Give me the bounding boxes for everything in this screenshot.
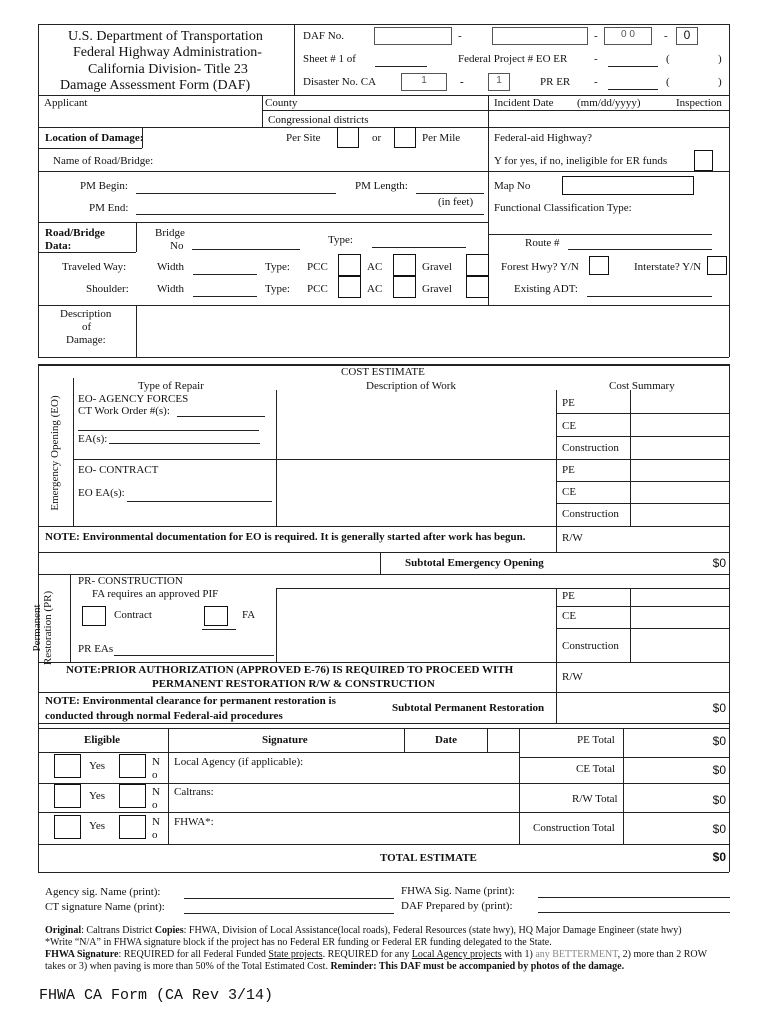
caltrans-yes-checkbox[interactable] (54, 784, 81, 808)
subtotal-eo-value: $0 (712, 556, 726, 570)
caltrans-label: Caltrans: (174, 786, 214, 798)
road-bridge-data-label-1: Road/Bridge (45, 227, 105, 239)
date-format-label: (mm/dd/yyyy) (577, 97, 641, 109)
note-prior-1: NOTE:PRIOR AUTHORIZATION (APPROVED E-76) IS REQUIRED TO PROCEED WITH (66, 664, 514, 676)
shoulder-label: Shoulder: (86, 283, 129, 295)
ce-total-value: $0 (712, 763, 726, 777)
subtotal-pr-label: Subtotal Permanent Restoration (392, 702, 545, 714)
daf-prepared-field[interactable] (538, 912, 730, 913)
shoulder-type-label: Type: (265, 283, 290, 295)
road-bridge-data-label-2: Data: (45, 240, 72, 252)
fhwa-sig-note (45, 949, 707, 961)
existing-adt-field[interactable] (587, 296, 712, 297)
pe-total-value: $0 (712, 734, 726, 748)
federal-aid-highway-label: Federal-aid Highway? (494, 132, 593, 144)
copies-label: Copies (154, 925, 184, 936)
daf-dash-2: - (594, 30, 598, 42)
total-estimate-label: TOTAL ESTIMATE (380, 852, 477, 864)
traveled-pcc-checkbox[interactable] (338, 254, 361, 276)
fhwa-yes-label: Yes (89, 820, 106, 832)
sheet-total-line[interactable] (375, 66, 427, 67)
disaster-dash: - (460, 76, 464, 88)
agency-sig-label: Agency sig. Name (print): (45, 886, 161, 898)
interstate-label: Interstate? Y/N (634, 261, 702, 273)
daf-dash-1: - (458, 30, 462, 42)
caltrans-no-o: o (152, 799, 158, 811)
per-mile-label: Per Mile (422, 132, 461, 144)
fhwa-label: FHWA*: (174, 816, 214, 828)
title-line-2: Federal Highway Administration- (73, 45, 262, 60)
per-site-label: Per Site (286, 132, 321, 144)
pr-eas-label: PR EAs (78, 643, 114, 655)
daf-prepared-label: DAF Prepared by (print): (401, 900, 513, 912)
title-line-3: California Division- Title 23 (88, 62, 248, 77)
in-feet-label: (in feet) (438, 196, 474, 208)
traveled-width-field[interactable] (193, 274, 257, 275)
caltrans-no-checkbox[interactable] (119, 784, 146, 808)
local-no-o: o (152, 769, 158, 781)
date-header: Date (435, 734, 457, 746)
rw-total-label: R/W Total (572, 793, 618, 805)
forest-hwy-checkbox[interactable] (589, 256, 609, 275)
pr-er-paren-close: ) (718, 76, 722, 88)
pr-er-paren-open: ( (666, 76, 670, 88)
paving-note: takes or 3) when paving is more than 50% of the Total Estimated Cost. (45, 961, 331, 972)
pm-begin-field[interactable] (136, 193, 336, 194)
reminder-line (45, 961, 624, 973)
eo-eas-field[interactable] (127, 501, 272, 502)
caltrans-yes-label: Yes (89, 790, 106, 802)
existing-adt-label: Existing ADT: (514, 283, 578, 295)
description-label-2: of (82, 321, 92, 333)
pr-er-line[interactable] (608, 89, 658, 90)
signature-header: Signature (262, 734, 308, 746)
daf-no-field-2[interactable] (492, 27, 588, 45)
bridge-no-field[interactable] (192, 249, 300, 250)
shoulder-pcc-label: PCC (307, 283, 328, 295)
description-label-1: Description (60, 308, 112, 320)
traveled-gravel-checkbox[interactable] (466, 254, 489, 276)
shoulder-ac-label: AC (367, 283, 383, 295)
eo-contract-label: EO- CONTRACT (78, 464, 159, 476)
subtotal-eo-label: Subtotal Emergency Opening (405, 557, 544, 569)
daf-no-label: DAF No. (303, 30, 344, 42)
form-id: FHWA CA Form (CA Rev 3/14) (39, 987, 274, 1004)
bridge-type-field[interactable] (372, 247, 466, 248)
bridge-no-label: No (170, 240, 184, 252)
note-env-1: NOTE: Environmental clearance for permanent restoration is (45, 695, 336, 707)
fhwa-no-o: o (152, 829, 158, 841)
construction-total-label: Construction Total (533, 822, 615, 834)
forest-hwy-label: Forest Hwy? Y/N (501, 261, 579, 273)
rw-total-value: $0 (712, 793, 726, 807)
eo-side-label: Emergency Opening (EO) (49, 395, 61, 511)
description-field[interactable] (137, 306, 728, 356)
agency-sig-field[interactable] (184, 898, 394, 899)
pm-end-field[interactable] (136, 214, 484, 215)
eas-label: EA(s): (78, 433, 108, 445)
ct-sig-label: CT signature Name (print): (45, 901, 165, 913)
ct-sig-field[interactable] (184, 913, 394, 914)
cost-estimate-title: COST ESTIMATE (341, 366, 425, 378)
shoulder-width-label: Width (157, 283, 185, 295)
fed-project-label: Federal Project # EO ER (458, 53, 568, 65)
local-yes-checkbox[interactable] (54, 754, 81, 778)
applicant-label: Applicant (44, 97, 88, 109)
title-line-4: Damage Assessment Form (DAF) (60, 78, 251, 93)
map-no-label: Map No (494, 180, 531, 192)
traveled-width-label: Width (157, 261, 185, 273)
road-bridge-name-label: Name of Road/Bridge: (53, 155, 154, 167)
map-no-field[interactable] (562, 176, 694, 195)
ct-work-order-label: CT Work Order #(s): (78, 405, 170, 417)
construction-total-value: $0 (712, 822, 726, 836)
pr-pe-label: PE (562, 590, 575, 602)
state-projects-text: State projects (268, 949, 323, 960)
original-text: : Caltrans District (81, 925, 155, 936)
sheet-label: Sheet # 1 of (303, 53, 356, 65)
fhwa-sig-note-label: FHWA Signature (45, 949, 119, 960)
incident-date-label: Incident Date (494, 97, 554, 109)
copies-line (45, 925, 682, 937)
fed-project-dash: - (594, 53, 598, 65)
eo-contract-construction-label: Construction (562, 508, 619, 520)
local-no-checkbox[interactable] (119, 754, 146, 778)
functional-class-label: Functional Classification Type: (494, 202, 632, 214)
traveled-way-label: Traveled Way: (62, 261, 127, 273)
location-of-damage-label: Location of Damage: (45, 132, 144, 144)
fhwa-sig-field[interactable] (538, 897, 730, 898)
description-label-3: Damage: (66, 334, 106, 346)
contract-checkbox[interactable] (82, 606, 106, 626)
traveled-ac-label: AC (367, 261, 383, 273)
shoulder-ac-checkbox[interactable] (393, 276, 416, 298)
fhwa-no-n: N (152, 816, 160, 828)
shoulder-width-field[interactable] (193, 296, 257, 297)
fhwa-sig-note-2: . REQUIRED for any (322, 949, 412, 960)
route-field[interactable] (568, 249, 712, 250)
eo-agency-label: EO- AGENCY FORCES (78, 393, 189, 405)
functional-class-field[interactable] (488, 234, 712, 235)
eo-construction-label: Construction (562, 442, 619, 454)
fa-line[interactable] (202, 629, 236, 630)
interstate-checkbox[interactable] (707, 256, 727, 275)
bridge-label: Bridge (155, 227, 185, 239)
pe-total-label: PE Total (577, 734, 615, 746)
subtotal-pr-value: $0 (712, 701, 726, 715)
local-no-n: N (152, 756, 160, 768)
shoulder-gravel-label: Gravel (422, 283, 452, 295)
ct-work-order-field[interactable] (177, 416, 265, 417)
pr-side-label: Permanent Restoration (PR) (31, 590, 54, 666)
or-label: or (372, 132, 382, 144)
pr-construction-label: PR- CONSTRUCTION (78, 575, 183, 587)
traveled-type-label: Type: (265, 261, 290, 273)
congressional-label: Congressional districts (268, 114, 369, 126)
contract-label: Contract (114, 609, 152, 621)
ce-total-label: CE Total (576, 763, 616, 775)
daf-no-field-3[interactable]: 0 0 (604, 27, 652, 45)
pr-er-label: PR ER (540, 76, 571, 88)
fhwa-no-checkbox[interactable] (119, 815, 146, 839)
traveled-ac-checkbox[interactable] (393, 254, 416, 276)
route-label: Route # (525, 237, 560, 249)
local-agency-projects-text: Local Agency projects (411, 949, 502, 960)
disaster-field-2[interactable]: 1 (488, 73, 510, 91)
federal-aid-checkbox[interactable] (694, 150, 713, 171)
pm-begin-label: PM Begin: (80, 180, 128, 192)
note-prior-2: PERMANENT RESTORATION R/W & CONSTRUCTION (152, 678, 435, 690)
y-for-yes-label: Y for yes, if no, ineligible for ER funds (494, 155, 668, 167)
pr-rw-label: R/W (562, 671, 583, 683)
disaster-label: Disaster No. CA (303, 76, 377, 88)
fhwa-yes-checkbox[interactable] (54, 815, 81, 839)
per-mile-checkbox[interactable] (394, 127, 416, 148)
eas-field[interactable] (109, 443, 260, 444)
bridge-type-label: Type: (328, 234, 353, 246)
title-line-1: U.S. Department of Transportation (68, 29, 263, 44)
eo-contract-ce-label: CE (562, 486, 577, 498)
pr-ce-label: CE (562, 610, 577, 622)
reminder-text: Reminder: This DAF must be accompanied by photos of the damage. (330, 961, 625, 972)
note-eo: NOTE: Environmental documentation for EO is required. It is generally started after work has begun. (45, 531, 526, 543)
fed-project-paren-close: ) (718, 53, 722, 65)
local-agency-label: Local Agency (if applicable): (174, 756, 304, 768)
fhwa-sig-label: FHWA Sig. Name (print): (401, 885, 515, 897)
write-na-note: *Write “N/A” in FHWA signature block if the project has no Federal ER funding or Federal ER funding delegated to the State. (45, 937, 552, 948)
eo-eas-label: EO EA(s): (78, 487, 125, 499)
daf-no-field-4[interactable]: 0 (676, 27, 698, 45)
copies-text: : FHWA, Division of Local Assistance(local roads), Federal Resources (state hwy), HQ Major Damage Engineer (state hwy) (183, 925, 682, 936)
county-label: County (265, 97, 298, 109)
original-label: Original (45, 925, 82, 936)
pm-end-label: PM End: (89, 202, 129, 214)
daf-dash-3: - (664, 30, 668, 42)
fa-label: FA (242, 609, 256, 621)
daf-no-field-1[interactable] (374, 27, 452, 45)
pm-length-field[interactable] (416, 193, 484, 194)
fhwa-sig-note-1: : REQUIRED for all Federal Funded (118, 949, 269, 960)
traveled-pcc-label: PCC (307, 261, 328, 273)
shoulder-gravel-checkbox[interactable] (466, 276, 489, 298)
fed-project-line[interactable] (608, 66, 658, 67)
local-yes-label: Yes (89, 760, 106, 772)
any-betterment-text: any BETTERMENT (535, 949, 618, 960)
traveled-gravel-label: Gravel (422, 261, 452, 273)
fhwa-sig-note-3: with 1) (501, 949, 536, 960)
cost-summary-header: Cost Summary (609, 380, 675, 392)
note-env-2: conducted through normal Federal-aid procedures (45, 710, 283, 722)
fa-checkbox[interactable] (204, 606, 228, 626)
fed-project-paren-open: ( (666, 53, 670, 65)
total-estimate-value: $0 (712, 850, 726, 864)
pr-eas-field[interactable] (114, 655, 274, 656)
inspection-label: Inspection (676, 97, 722, 109)
description-of-work-header: Description of Work (366, 380, 456, 392)
shoulder-pcc-checkbox[interactable] (338, 276, 361, 298)
per-site-checkbox[interactable] (337, 127, 359, 148)
eo-contract-pe-label: PE (562, 464, 575, 476)
disaster-field-1[interactable]: 1 (401, 73, 447, 91)
eo-rw-label: R/W (562, 532, 583, 544)
pr-er-dash: - (594, 76, 598, 88)
eo-ce-label: CE (562, 420, 577, 432)
fhwa-sig-note-4: , 2) more than 2 ROW (617, 949, 708, 960)
eligible-header: Eligible (84, 734, 121, 746)
caltrans-no-n: N (152, 786, 160, 798)
ct-work-order-field-2[interactable] (78, 430, 259, 431)
type-of-repair-header: Type of Repair (138, 380, 204, 392)
pr-construction-cost-label: Construction (562, 640, 619, 652)
fa-requires-label: FA requires an approved PIF (92, 588, 219, 600)
pm-length-label: PM Length: (355, 180, 408, 192)
eo-pe-label: PE (562, 397, 575, 409)
